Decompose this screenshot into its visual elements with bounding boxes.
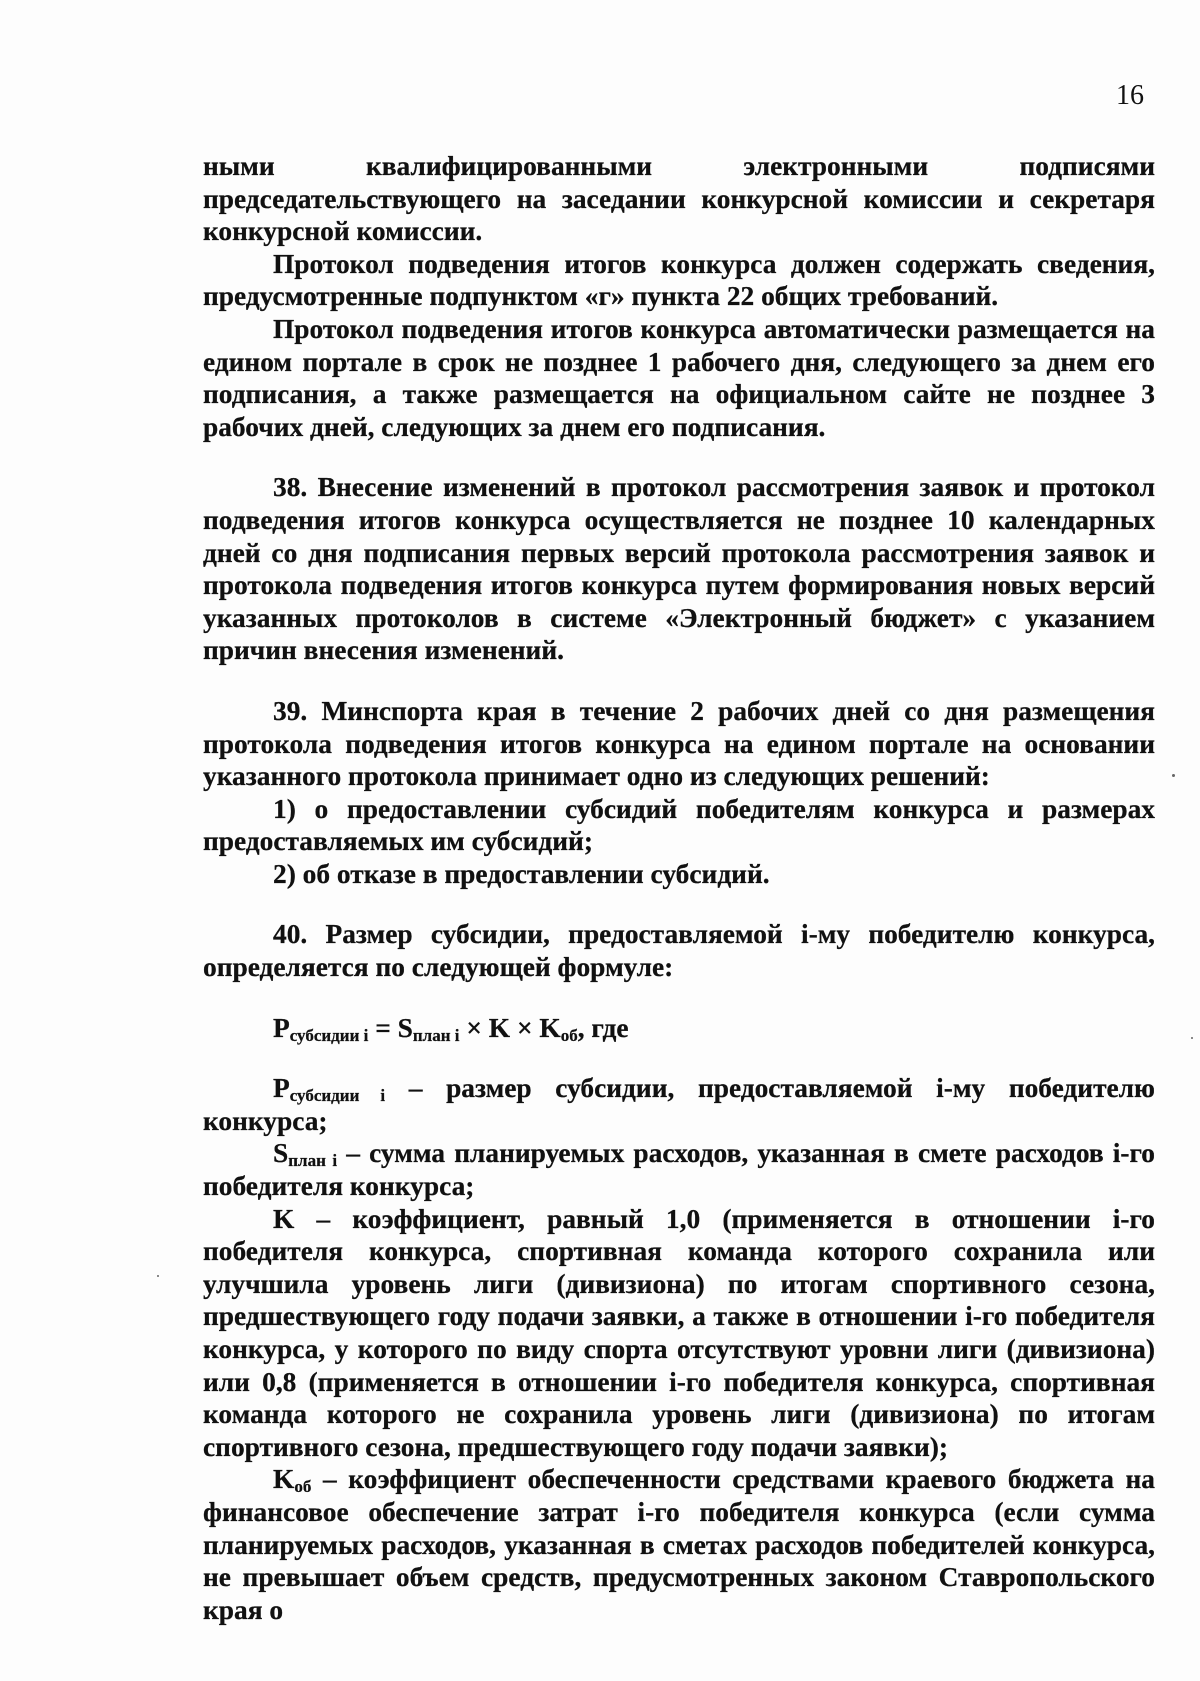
definition-p-symbol: P (273, 1073, 290, 1104)
paragraph-protocol-contents: Протокол подведения итогов конкурса должен содержать сведения, предусмотренные подпунктом «г» пункта 22 общих требований. (203, 248, 1155, 312)
definition-kob (203, 1463, 1155, 1626)
paragraph-gap (203, 1044, 1155, 1072)
paragraph-39-item-2: 2) об отказе в предоставлении субсидий. (273, 858, 770, 889)
paragraph-gap (203, 667, 1155, 695)
paragraph-40: 40. Размер субсидии, предоставляемой i-му победителю конкурса, определяется по следующей формуле: (203, 919, 1155, 983)
definition-k: K – коэффициент, равный 1,0 (применяется в отношении i-го победителя конкурса, спортивная команда которого сохранила или улучшила уровень лиги (дивизиона) по итогам спортивного сезона, предшествующего году подачи заявки, а также в отношении i-го победителя конкурса, у которого по виду спорта отсутствуют уровни лиги (дивизиона) или 0,8 (применяется в отношении i-го победителя конкурса, спортивная команда которого не сохранила уровень лиги (дивизиона) по итогам спортивного сезона, предшествующего году подачи заявки); (203, 1203, 1155, 1462)
paragraph-38: 38. Внесение изменений в протокол рассмотрения заявок и протокол подведения итогов конкурса осуществляется не позднее 10 календарных дней со дня подписания первых версий протокола рассмотрения заявок и протокола подведения итогов конкурса путем формирования новых версий указанных протоколов в системе «Электронный бюджет» с указанием причин внесения изменений. (203, 472, 1155, 666)
paragraph-gap (203, 890, 1155, 918)
formula-p-subscript: субсидии i (289, 1025, 369, 1045)
definition-p-text: – размер субсидии, предоставляемой i-му победителю конкурса; (203, 1073, 1155, 1136)
document-body (203, 150, 1155, 1626)
definition-s-symbol: S (273, 1138, 289, 1169)
paragraph-39: 39. Минспорта края в течение 2 рабочих дней со дня размещения протокола подведения итогов конкурса на едином портале на основании указанного протокола принимает одно из следующих решений: (203, 695, 1155, 792)
formula-s-symbol: S (397, 1012, 413, 1043)
paragraph-protocol-publication: Протокол подведения итогов конкурса автоматически размещается на едином портале в срок не позднее 1 рабочего дня, следующего за днем его подписания, а также размещается на официальном сайте не позднее 3 рабочих дней, следующих за днем его подписания. (203, 313, 1155, 442)
formula-equals: = (368, 1012, 398, 1043)
formula-kob-subscript: об (560, 1025, 578, 1045)
definition-s-text: – сумма планируемых расходов, указанная в смете расходов i-го победителя конкурса; (203, 1138, 1155, 1202)
formula-tail: , где (577, 1012, 629, 1043)
definition-p-subsidy (203, 1072, 1155, 1137)
paragraph-gap (203, 443, 1155, 471)
definition-s-subscript: план i (288, 1151, 338, 1171)
definition-kob-text: – коэффициент обеспеченности средствами краевого бюджета на финансовое обеспечение затрат i-го победителя конкурса (если сумма планируемых расходов, указанная в сметах расходов победителей конкурса, не превышает объем средств, предусмотренных законом Ставропольского края о (203, 1464, 1155, 1625)
definition-kob-subscript: об (294, 1477, 312, 1497)
subsidy-formula (203, 1012, 1155, 1045)
paragraph-gap (203, 984, 1155, 1012)
formula-multiplication: × K × (459, 1012, 540, 1043)
definition-p-subscript: субсидии i (289, 1086, 386, 1106)
formula-p-symbol: P (273, 1012, 290, 1043)
paragraph-signatures: ными квалифицированными электронными подписями председательствующего на заседании конкурсной комиссии и секретаря конкурсной комиссии. (203, 151, 1155, 247)
scan-speck (157, 1275, 159, 1277)
definition-kob-symbol: K (273, 1464, 295, 1495)
scan-speck (1191, 1037, 1193, 1039)
scan-speck (1172, 774, 1175, 777)
definition-s-plan (203, 1137, 1155, 1202)
formula-kob-symbol: K (539, 1012, 561, 1043)
page-number: 16 (1116, 80, 1144, 111)
paragraph-39-item-1: 1) о предоставлении субсидий победителям конкурса и размерах предоставляемых им субсидий; (203, 793, 1155, 857)
formula-s-subscript: план i (412, 1025, 460, 1045)
